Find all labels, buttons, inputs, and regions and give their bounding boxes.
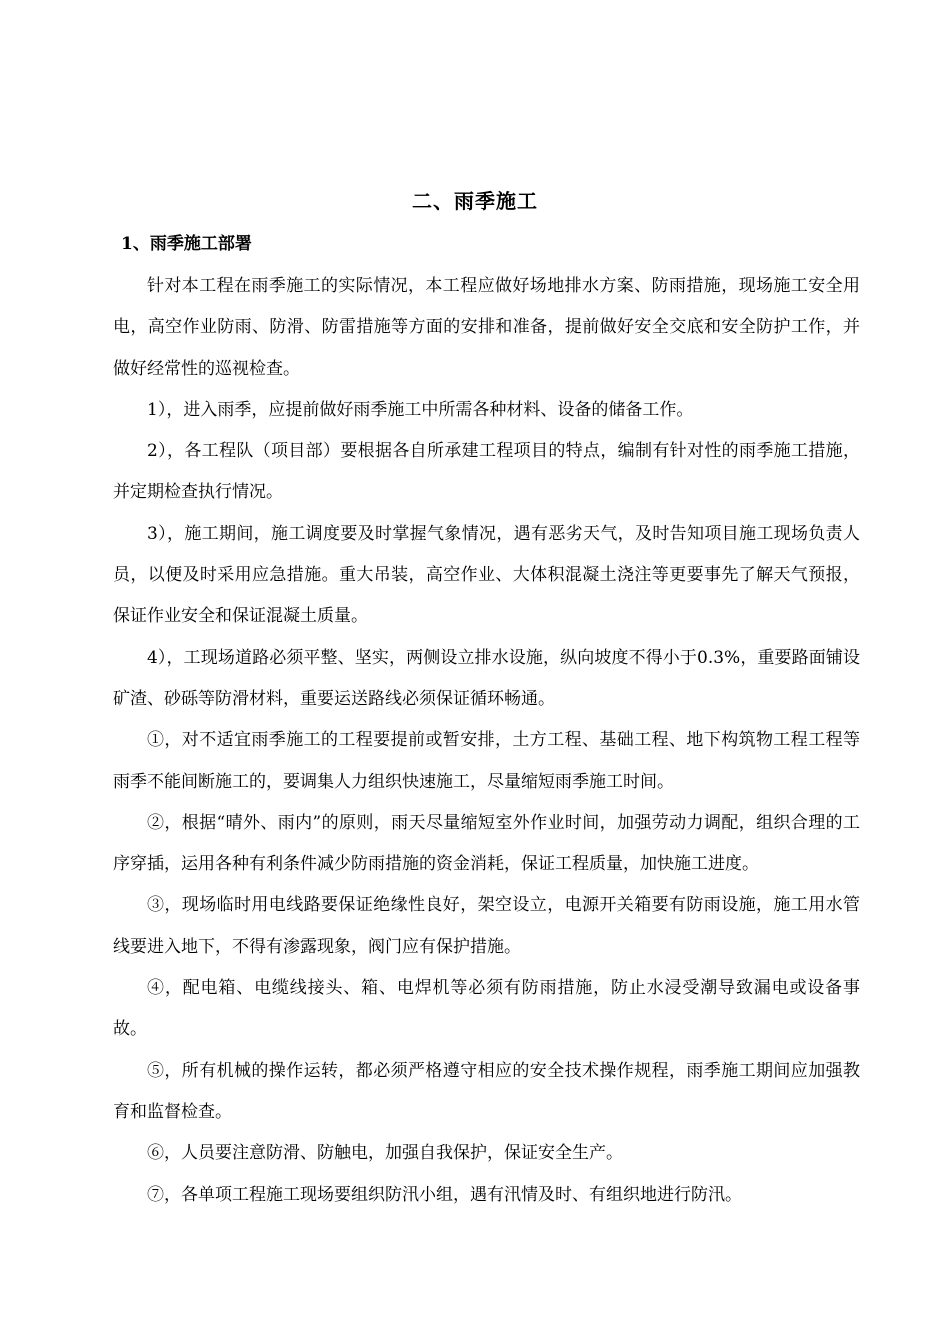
paragraph-intro: 针对本工程在雨季施工的实际情况，本工程应做好场地排水方案、防雨措施，现场施工安全用电，高空作业防雨、防滑、防雷措施等方面的安排和准备，提前做好安全交底和安全防护工作，并做好经常性的巡视检查。 bbox=[113, 276, 860, 379]
paragraph-circled-2: ②，根据“晴外、雨内”的原则，雨天尽量缩短室外作业时间，加强劳动力调配，组织合理的工序穿插，运用各种有利条件减少防雨措施的资金消耗，保证工程质量，加快施工进度。 bbox=[113, 812, 860, 875]
paragraph-circled-7: ⑦，各单项工程施工现场要组织防汛小组，遇有汛情及时、有组织地进行防汛。 bbox=[147, 1184, 742, 1205]
paragraph-circled-4: ④，配电箱、电缆线接头、箱、电焊机等必须有防雨措施，防止水浸受潮导致漏电或设备事故。 bbox=[113, 978, 860, 1040]
paragraph-circled-3: ③，现场临时用电线路要保证绝缘性良好，架空设立，电源开关箱要有防雨设施，施工用水管线要进入地下，不得有渗露现象，阀门应有保护措施。 bbox=[113, 895, 860, 957]
paragraph-item-4: 4），工现场道路必须平整、坚实，两侧设立排水设施，纵向坡度不得小于0.3%，重要路面铺设矿渣、砂砾等防滑材料，重要运送路线必须保证循环畅通。 bbox=[113, 647, 860, 709]
document-body bbox=[113, 266, 860, 1216]
paragraph-circled-6: ⑥，人员要注意防滑、防触电，加强自我保护，保证安全生产。 bbox=[147, 1143, 623, 1164]
paragraph-item-2: 2），各工程队（项目部）要根据各自所承建工程项目的特点，编制有针对性的雨季施工措施，并定期检查执行情况。 bbox=[113, 441, 860, 503]
section-heading: 1、雨季施工部署 bbox=[121, 234, 252, 254]
paragraph-circled-5: ⑤，所有机械的操作运转，都必须严格遵守相应的安全技术操作规程，雨季施工期间应加强教育和监督检查。 bbox=[113, 1060, 860, 1122]
paragraph-item-3: 3），施工期间，施工调度要及时掌握气象情况，遇有恶劣天气，及时告知项目施工现场负责人员，以便及时采用应急措施。重大吊装，高空作业、大体积混凝土浇注等更要事先了解天气预报，保证作业安全和保证混凝土质量。 bbox=[113, 523, 860, 627]
paragraph-item-1: 1），进入雨季，应提前做好雨季施工中所需各种材料、设备的储备工作。 bbox=[147, 399, 694, 420]
document-title: 二、雨季施工 bbox=[412, 189, 538, 213]
paragraph-circled-1: ①，对不适宜雨季施工的工程要提前或暂安排，土方工程、基础工程、地下构筑物工程工程等雨季不能间断施工的，要调集人力组织快速施工，尽量缩短雨季施工时间。 bbox=[113, 730, 860, 792]
